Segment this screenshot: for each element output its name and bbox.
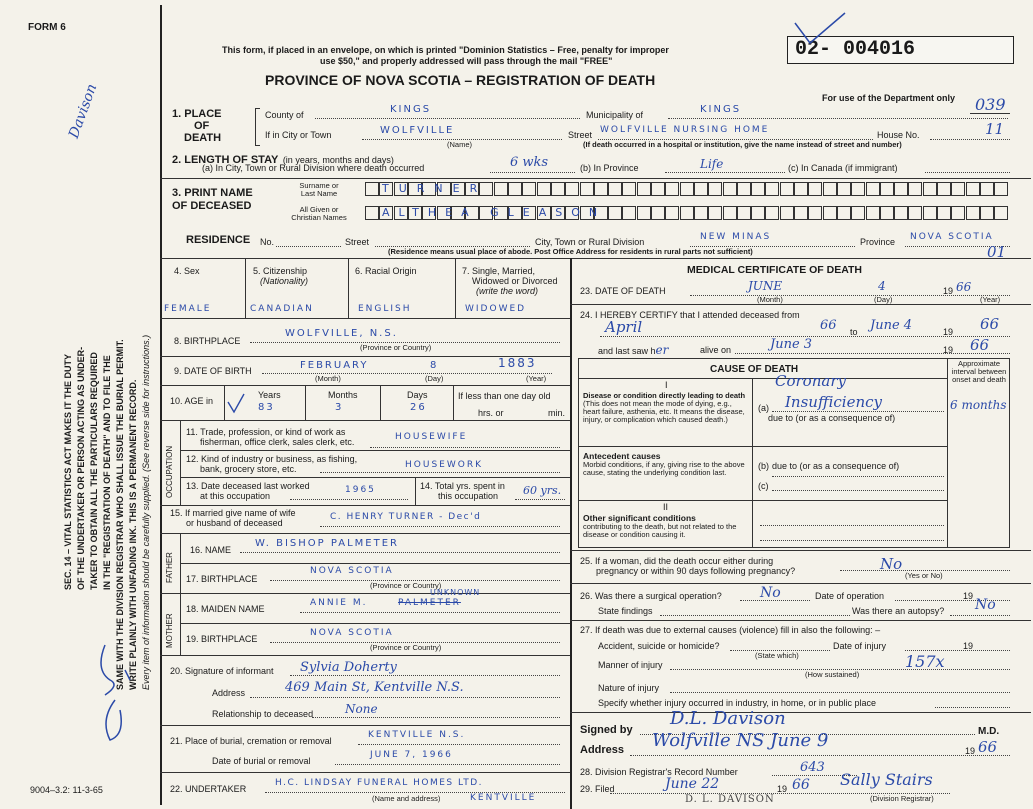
cause-heading: CAUSE OF DEATH (710, 364, 799, 375)
burial-place-label: 21. Place of burial, cremation or removal (170, 736, 332, 746)
informant-address-label: Address (212, 688, 246, 698)
q14-label: 14. Total yrs. spent in this occupation (420, 481, 505, 501)
char-box (737, 182, 751, 196)
informant-address: 469 Main St, Kentville N.S. (285, 680, 464, 695)
days-label: Days (407, 390, 428, 400)
residence-no-label: No. (260, 237, 275, 247)
house-code: 11 (985, 120, 1005, 138)
residence-city-label: City, Town or Rural Division (535, 237, 645, 247)
dob-year: 1883 (498, 356, 537, 370)
residence-province-label: Province (860, 237, 896, 247)
char-box (723, 206, 737, 220)
char-box (665, 206, 679, 220)
alive-year: 66 (970, 336, 990, 354)
years-label: Years (258, 390, 281, 400)
char-box (823, 182, 837, 196)
cause-b-label: (b) (758, 461, 769, 471)
envelope-note-2: use $50," and properly addressed will pass through the mail "FREE" (320, 56, 613, 66)
birthplace-value: WOLFVILLE, N.S. (285, 328, 398, 339)
sex-value: FEMALE (164, 304, 212, 314)
q27-label: 27. If death was due to external causes (violence) fill in also the following: – (580, 625, 881, 635)
attended-from: April (605, 318, 643, 336)
q26-value: No (760, 585, 781, 601)
due-to-b: due to (or as a consequence of) (772, 461, 900, 471)
char-box (751, 206, 765, 220)
stay-a-value: 6 wks (510, 155, 549, 170)
marital-value: WIDOWED (465, 304, 527, 314)
dept-code: 039 (975, 95, 1006, 114)
father-birthplace-label: 17. BIRTHPLACE (186, 574, 258, 584)
registrar-caption: (Division Registrar) (870, 794, 934, 803)
char-box (780, 182, 794, 196)
char-box (765, 206, 779, 220)
autopsy-label: Was there an autopsy? (852, 606, 945, 616)
char-box (680, 182, 694, 196)
char-box (966, 206, 980, 220)
char-box (908, 206, 922, 220)
q12-value: HOUSEWORK (405, 460, 483, 470)
char-box (866, 206, 880, 220)
father-birthplace-caption: (Province or Country) (370, 581, 442, 590)
cause-c-label: (c) (758, 481, 769, 491)
sidebar-line-6: WRITE PLAINLY WITH UNFADING INK. THIS IS A PERMANENT RECORD. (128, 379, 138, 690)
residence-label: RESIDENCE (186, 234, 251, 246)
disease-label: Disease or condition directly leading to death (This does not mean the mode of dying, e.g., heart failure, asthenia, etc. It means the disease, injury, or complication which caused death.) (583, 391, 746, 424)
citizenship-label: 5. Citizenship (Nationality) (252, 266, 309, 286)
father-side-label: FATHER (165, 552, 174, 583)
interval-heading: Approximate interval between onset and death (951, 359, 1007, 384)
min-label: min. (548, 408, 566, 418)
death-day-caption: (Day) (874, 295, 893, 304)
char-box (708, 206, 722, 220)
attended-to-year: 66 (980, 315, 1000, 333)
q11-value: HOUSEWIFE (395, 432, 468, 442)
signed-label: Signed by (580, 724, 633, 736)
sidebar-line-4: IN THE "REGISTRATION OF DEATH" AND TO FILE THE (102, 355, 112, 590)
nature-label: Nature of injury (598, 683, 660, 693)
mother-birthplace-label: 19. BIRTHPLACE (186, 634, 258, 644)
dob-year-caption: (Year) (526, 374, 547, 383)
stay-b-value: Life (700, 157, 724, 171)
q15-value: C. HENRY TURNER - Dec'd (330, 512, 482, 522)
municipality-label: Municipality of (586, 110, 644, 120)
informant-rel-label: Relationship to deceased (212, 709, 314, 719)
residence-caption: (Residence means usual place of abode. Post Office Address for residents in rural parts not sufficient) (388, 247, 753, 256)
interval-a-value: 6 months (950, 398, 1007, 412)
street-label: Street (568, 130, 593, 140)
surname-label: Surname or Last Name (299, 181, 339, 198)
q24-label: 24. I HEREBY CERTIFY that I attended deceased from (580, 310, 800, 320)
form-number: FORM 6 (28, 22, 66, 33)
father-name-value: W. BISHOP PALMETER (255, 538, 399, 549)
death-year: 66 (956, 280, 972, 294)
q14-value: 60 yrs. (523, 484, 562, 497)
signed-value: D.L. Davison (670, 708, 786, 729)
specify-label: Specify whether injury occurred in industry, in home, or in public place (598, 698, 876, 708)
mother-birthplace-caption: (Province or Country) (370, 643, 442, 652)
char-box (622, 182, 636, 196)
char-box (622, 206, 636, 220)
alive-year-prefix: 19 (943, 345, 954, 355)
birthplace-label: 8. BIRTHPLACE (174, 336, 241, 346)
due-to-a: due to (or as a consequence of) (768, 413, 896, 423)
q25-value: No (880, 555, 903, 573)
char-box (637, 182, 651, 196)
char-box (765, 182, 779, 196)
roman-two: II (663, 502, 669, 512)
char-box (708, 182, 722, 196)
char-box (494, 182, 508, 196)
death-month: JUNE (748, 279, 783, 293)
attended-to-year-prefix: 19 (943, 327, 954, 337)
dob-label: 9. DATE OF BIRTH (174, 366, 252, 376)
char-box (866, 182, 880, 196)
char-box (823, 206, 837, 220)
manner-code: 157x (905, 652, 945, 671)
q15-label: 15. If married give name of wife or husband of deceased (170, 508, 296, 528)
attended-to: June 4 (870, 318, 913, 333)
char-box (365, 182, 379, 196)
given-label: All Given or Christian Names (291, 205, 347, 222)
dob-month: FEBRUARY (300, 360, 369, 371)
registration-number: 02- 004016 (795, 38, 916, 61)
undertaker-name: H.C. LINDSAY FUNERAL HOMES LTD. (275, 778, 484, 788)
char-box (580, 182, 594, 196)
undertaker-caption: (Name and address) (372, 794, 441, 803)
informant-sig: Sylvia Doherty (300, 660, 397, 675)
death-year-prefix: 19 (943, 286, 954, 296)
accident-label: Accident, suicide or homicide? (598, 641, 720, 651)
q23-label: 23. DATE OF DEATH (580, 286, 666, 296)
findings-label: State findings (598, 606, 653, 616)
md-label: M.D. (978, 726, 1000, 737)
stay-a-label: (a) In City, Town or Rural Division where death occurred (202, 163, 425, 173)
char-box (737, 206, 751, 220)
char-box (894, 182, 908, 196)
street-caption: (If death occurred in a hospital or institution, give the name instead of street and number) (583, 140, 902, 149)
margin-name: Davison (66, 81, 101, 141)
char-box (937, 206, 951, 220)
char-box (794, 182, 808, 196)
municipality-value: KINGS (700, 104, 742, 115)
char-box (637, 206, 651, 220)
which-caption: (State which) (755, 651, 799, 660)
dept-use-label: For use of the Department only (822, 93, 956, 103)
father-name-label: 16. NAME (190, 545, 232, 555)
sidebar-line-7: Every item of information should be carefully supplied. (See reverse side for instructions.) (141, 334, 151, 690)
char-box (565, 182, 579, 196)
char-box (894, 206, 908, 220)
sidebar-line-1: SEC. 14 – VITAL STATISTICS ACT MAKES IT THE DUTY (63, 353, 73, 590)
age-check-icon (226, 392, 246, 417)
dob-month-caption: (Month) (315, 374, 341, 383)
last-saw-label: and last saw her (598, 343, 669, 357)
char-box (723, 182, 737, 196)
sidebar-line-3: TAKER TO OBTAIN ALL THE PARTICULARS REQUIRED (89, 352, 99, 590)
given-value: ALTHEA GLEASON (382, 206, 607, 219)
q12-label: 12. Kind of industry or business, as fishing, bank, grocery store, etc. (186, 454, 358, 474)
death-year-caption: (Year) (980, 295, 1001, 304)
father-birthplace-value: NOVA SCOTIA (310, 566, 394, 576)
roman-one: I (665, 380, 668, 390)
char-box (808, 206, 822, 220)
death-month-caption: (Month) (757, 295, 783, 304)
char-box (937, 182, 951, 196)
char-box (951, 182, 965, 196)
house-label: House No. (877, 130, 920, 140)
char-box (537, 182, 551, 196)
age-years: 83 (258, 402, 275, 413)
margin-scribble (85, 640, 140, 750)
alive-on: June 3 (770, 337, 813, 352)
char-box (651, 206, 665, 220)
char-box (522, 182, 536, 196)
char-box (966, 182, 980, 196)
stay-c-label: (c) In Canada (if immigrant) (788, 163, 898, 173)
other-conditions-label: Other significant conditions contributing to the death, but not related to the disease or condition causing it. (583, 513, 737, 539)
antecedent-label: Antecedent causes Morbid conditions, if any, giving rise to the above cause, stating the underlying condition last. (583, 451, 745, 477)
mother-side-label: MOTHER (165, 613, 174, 648)
q29-label: 29. Filed (580, 784, 615, 794)
char-box (665, 182, 679, 196)
op-date-label: Date of operation (815, 591, 885, 601)
informant-rel: None (345, 702, 378, 716)
check-mark-icon (790, 8, 850, 48)
q28-label: 28. Division Registrar's Record Number (580, 767, 738, 777)
char-box (837, 182, 851, 196)
char-box (608, 206, 622, 220)
mother-maiden-label: 18. MAIDEN NAME (186, 604, 265, 614)
char-box (694, 182, 708, 196)
hrs-label: hrs. or (478, 408, 504, 418)
informant-sig-label: 20. Signature of informant (170, 666, 274, 676)
cause-a-label: (a) (758, 403, 769, 413)
sidebar-line-2: OF THE UNDERTAKER OR PERSON ACTING AS UNDER- (76, 346, 86, 590)
envelope-note-1: This form, if placed in an envelope, on which is printed "Dominion Statistics – Free, penalty for improper (222, 45, 669, 55)
signed-address-label: Address (580, 744, 625, 756)
burial-place: KENTVILLE N.S. (368, 730, 466, 740)
sex-label: 4. Sex (174, 266, 200, 276)
age-months: 3 (335, 402, 344, 413)
mother-maiden-note: UNKNOWN (430, 588, 481, 597)
undertaker-label: 22. UNDERTAKER (170, 784, 247, 794)
q11-label: 11. Trade, profession, or kind of work as fisherman, office clerk, sales clerk, etc. (186, 427, 355, 447)
medical-heading: MEDICAL CERTIFICATE OF DEATH (687, 264, 862, 276)
char-box (923, 206, 937, 220)
autopsy-value: No (975, 597, 996, 613)
char-box (808, 182, 822, 196)
char-box (365, 206, 379, 220)
op-year-prefix: 19 (963, 591, 974, 601)
registrar-sig: Sally Stairs (840, 770, 933, 789)
city-caption: (Name) (447, 140, 473, 149)
residence-street-label: Street (345, 237, 370, 247)
char-box (780, 206, 794, 220)
char-box (694, 206, 708, 220)
signed-address: Wolfville NS June 9 (652, 730, 829, 751)
char-box (951, 206, 965, 220)
residence-code: 01 (987, 243, 1007, 261)
age-label: 10. AGE in (170, 396, 214, 406)
char-box (908, 182, 922, 196)
q13-label: 13. Date deceased last worked at this occupation (186, 481, 310, 501)
months-label: Months (328, 390, 358, 400)
print-name-label: 3. PRINT NAME OF DECEASED (172, 187, 253, 212)
char-box (837, 206, 851, 220)
mother-maiden-crossed: PALMETER (398, 598, 461, 608)
char-box (880, 206, 894, 220)
dob-day: 8 (430, 360, 439, 371)
filed-value: June 22 (665, 776, 720, 792)
q28-value: 643 (800, 760, 825, 775)
char-box (851, 206, 865, 220)
char-box (994, 206, 1008, 220)
q26-label: 26. Was there a surgical operation? (580, 591, 722, 601)
dob-day-caption: (Day) (425, 374, 444, 383)
city-value: WOLFVILLE (380, 125, 455, 136)
q13-value: 1965 (345, 485, 376, 495)
yesno-caption: (Yes or No) (905, 571, 943, 580)
char-box (880, 182, 894, 196)
char-box (594, 182, 608, 196)
form-title: PROVINCE OF NOVA SCOTIA – REGISTRATION OF DEATH (265, 72, 656, 88)
alive-label: alive on (700, 345, 732, 355)
age-days: 26 (410, 402, 427, 413)
char-box (980, 206, 994, 220)
injury-year-prefix: 19 (963, 641, 974, 651)
citizenship-value: CANADIAN (250, 304, 314, 314)
footer-code: 9004–3.2: 11-3-65 (30, 785, 103, 795)
mother-maiden-value: ANNIE M. (310, 598, 368, 608)
char-box (980, 182, 994, 196)
birthplace-caption: (Province or Country) (360, 343, 432, 352)
char-box (994, 182, 1008, 196)
char-box (551, 182, 565, 196)
city-label: If in City or Town (265, 130, 332, 140)
signed-year: 66 (978, 738, 998, 756)
char-box (923, 182, 937, 196)
manner-label: Manner of injury (598, 660, 663, 670)
signed-year-prefix: 19 (965, 746, 976, 756)
cause-a2-value: Insufficiency (785, 393, 882, 411)
char-box (680, 206, 694, 220)
racial-value: ENGLISH (358, 304, 412, 314)
death-day: 4 (878, 279, 886, 293)
mother-birthplace-value: NOVA SCOTIA (310, 628, 394, 638)
injury-date-label: Date of injury (833, 641, 887, 651)
undertaker-city: KENTVILLE (470, 793, 537, 803)
stay-b-label: (b) In Province (580, 163, 639, 173)
char-box (608, 182, 622, 196)
filed-year-prefix: 19 (777, 784, 788, 794)
physician-stamp: D. L. DAVISON (685, 794, 775, 805)
stay-label: 2. LENGTH OF STAY (in years, months and days) (172, 154, 394, 166)
occupation-side-label: OCCUPATION (165, 445, 174, 498)
county-label: County of (265, 110, 304, 120)
residence-province-value: NOVA SCOTIA (910, 232, 994, 242)
attended-to-label: to (850, 327, 858, 337)
char-box (508, 182, 522, 196)
burial-date: JUNE 7, 1966 (370, 750, 453, 760)
racial-label: 6. Racial Origin (355, 266, 417, 276)
q25-label: 25. If a woman, did the death occur either during pregnancy or within 90 days following pregnancy? (580, 556, 796, 576)
lessday-label: If less than one day old (458, 391, 551, 401)
surname-value: TURNER (382, 182, 488, 195)
county-value: KINGS (390, 104, 432, 115)
char-box (794, 206, 808, 220)
sidebar-line-5: SAME WITH THE DIVISION REGISTRAR WHO SHALL ISSUE THE BURIAL PERMIT. (115, 339, 125, 690)
street-value: WOLFVILLE NURSING HOME (600, 125, 770, 135)
place-label: 1. PLACE OF DEATH (172, 108, 222, 144)
char-box (651, 182, 665, 196)
residence-city-value: NEW MINAS (700, 232, 772, 242)
marital-label: 7. Single, Married, Widowed or Divorced (write the word) (462, 266, 558, 296)
how-caption: (How sustained) (805, 670, 860, 679)
cause-a-value: Coronary (775, 372, 846, 390)
filed-year: 66 (792, 777, 810, 793)
char-box (851, 182, 865, 196)
burial-date-label: Date of burial or removal (212, 756, 311, 766)
char-box (751, 182, 765, 196)
attended-from-year: 66 (820, 318, 837, 333)
